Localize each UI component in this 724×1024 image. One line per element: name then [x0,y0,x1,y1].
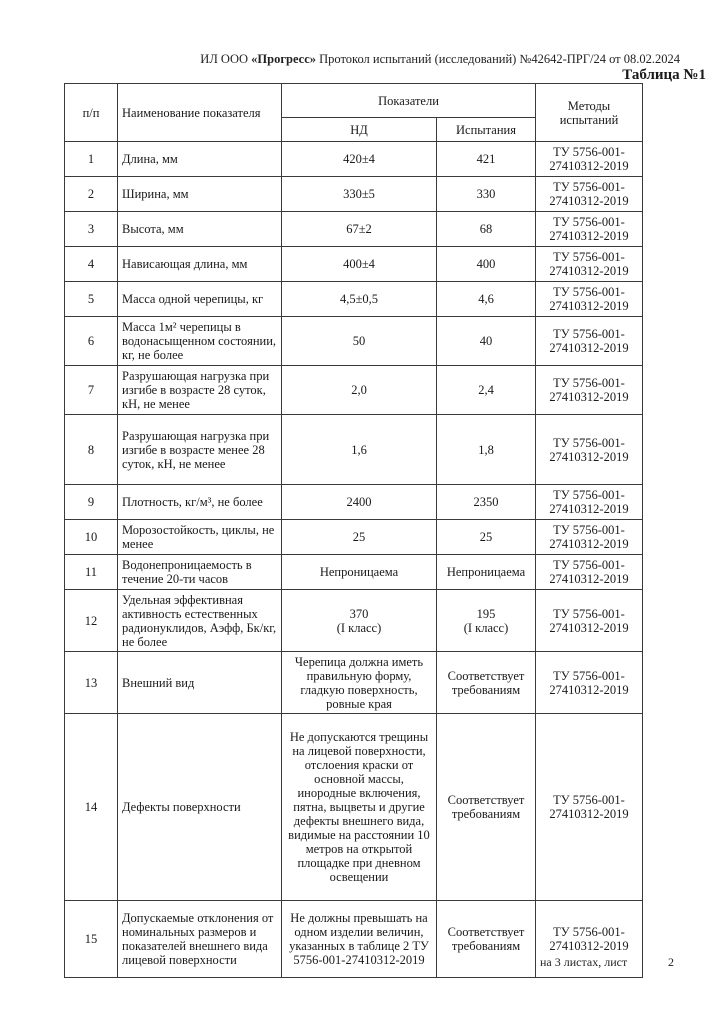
row-name: Высота, мм [118,212,282,247]
row-method: ТУ 5756-001-27410312-2019 [536,485,643,520]
row-num: 5 [65,282,118,317]
row-nd: Не допускаются трещины на лицевой поверхности, отслоения краски от основной массы, инородные включения, пятна, выцветы и другие дефекты внешнего вида, видимые на расстоянии 10 метров на открытой площадке при дневном освещении [282,714,437,901]
header-num: п/п [65,84,118,142]
row-test: 2350 [437,485,536,520]
row-num: 9 [65,485,118,520]
row-test: 1,8 [437,415,536,485]
row-num: 12 [65,590,118,652]
row-method: ТУ 5756-001-27410312-2019 [536,555,643,590]
row-num: 1 [65,142,118,177]
row-num: 2 [65,177,118,212]
row-method: ТУ 5756-001-27410312-2019 [536,652,643,714]
results-table [64,83,643,978]
row-test: Соответствует требованиям [437,714,536,901]
table-row [65,520,643,555]
row-name: Водонепроницаемость в течение 20-ти часов [118,555,282,590]
row-method: ТУ 5756-001-27410312-2019 [536,520,643,555]
row-method: ТУ 5756-001-27410312-2019 [536,590,643,652]
row-method: ТУ 5756-001-27410312-2019 [536,177,643,212]
row-num: 13 [65,652,118,714]
row-test: 40 [437,317,536,366]
row-nd: 2,0 [282,366,437,415]
row-test: 25 [437,520,536,555]
row-nd [282,590,437,652]
row-nd: 1,6 [282,415,437,485]
row-num: 6 [65,317,118,366]
row-method: ТУ 5756-001-27410312-2019 [536,366,643,415]
row-nd: 420±4 [282,142,437,177]
protocol-title: Протокол испытаний (исследований) №42642-ПРГ/24 от 08.02.2024 [319,52,680,66]
row-name: Удельная эффективная активность естественных радионуклидов, Аэфф, Бк/кг, не более [118,590,282,652]
table-header-row-top [65,84,643,118]
row-nd: 25 [282,520,437,555]
row-name: Дефекты поверхности [118,714,282,901]
table-row [65,652,643,714]
row-name: Морозостойкость, циклы, не менее [118,520,282,555]
header-indicators: Показатели [282,84,536,118]
row-nd-value: 370 [349,606,369,621]
table-row [65,142,643,177]
row-name: Внешний вид [118,652,282,714]
row-method: ТУ 5756-001-27410312-2019 [536,317,643,366]
row-method: ТУ 5756-001-27410312-2019 [536,901,643,978]
header-methods: Методы испытаний [536,84,643,142]
row-method: ТУ 5756-001-27410312-2019 [536,282,643,317]
row-nd: 67±2 [282,212,437,247]
row-method: ТУ 5756-001-27410312-2019 [536,714,643,901]
row-num: 8 [65,415,118,485]
row-num: 4 [65,247,118,282]
row-test: 400 [437,247,536,282]
row-method: ТУ 5756-001-27410312-2019 [536,142,643,177]
table-row [65,177,643,212]
row-name: Длина, мм [118,142,282,177]
row-nd: 4,5±0,5 [282,282,437,317]
table-row [65,366,643,415]
table-row [65,317,643,366]
row-test: 2,4 [437,366,536,415]
row-name: Разрушающая нагрузка при изгибе в возрасте менее 28 суток, кН, не менее [118,415,282,485]
row-nd: Черепица должна иметь правильную форму, гладкую поверхность, ровные края [282,652,437,714]
row-num: 7 [65,366,118,415]
row-method: ТУ 5756-001-27410312-2019 [536,415,643,485]
table-row [65,590,643,652]
table-row [65,415,643,485]
row-num: 15 [65,901,118,978]
table-row [65,485,643,520]
row-name: Плотность, кг/м³, не более [118,485,282,520]
row-nd: Не должны превышать на одном изделии величин, указанных в таблице 2 ТУ 5756-001-27410312-2019 [282,901,437,978]
header-name: Наименование показателя [118,84,282,142]
header-test: Испытания [437,118,536,142]
table-row [65,282,643,317]
row-test-class: (I класс) [463,620,509,635]
row-test: Непроницаема [437,555,536,590]
organization-name: «Прогресс» [251,52,316,66]
row-method: ТУ 5756-001-27410312-2019 [536,247,643,282]
row-test: 421 [437,142,536,177]
row-num: 14 [65,714,118,901]
row-num: 3 [65,212,118,247]
lab-prefix: ИЛ ООО [200,52,249,66]
row-name: Разрушающая нагрузка при изгибе в возрасте 28 суток, кН, не менее [118,366,282,415]
row-name: Допускаемые отклонения от номинальных размеров и показателей внешнего вида лицевой поверхности [118,901,282,978]
row-test: 68 [437,212,536,247]
row-nd-class: (I класс) [336,620,382,635]
row-test [437,590,536,652]
row-nd: 2400 [282,485,437,520]
table-row [65,247,643,282]
table-row [65,714,643,901]
row-name: Ширина, мм [118,177,282,212]
row-method: ТУ 5756-001-27410312-2019 [536,212,643,247]
table-row [65,555,643,590]
header-nd: НД [282,118,437,142]
table-title: Таблица №1 [622,67,706,83]
row-test: Соответствует требованиям [437,652,536,714]
document-header [0,52,680,67]
row-num: 10 [65,520,118,555]
row-test: 4,6 [437,282,536,317]
row-name: Масса 1м² черепицы в водонасыщенном состоянии, кг, не более [118,317,282,366]
row-test-value: 195 [476,606,496,621]
row-test: 330 [437,177,536,212]
row-name: Масса одной черепицы, кг [118,282,282,317]
row-nd: Непроницаема [282,555,437,590]
row-name: Нависающая длина, мм [118,247,282,282]
row-nd: 50 [282,317,437,366]
row-num: 11 [65,555,118,590]
row-nd: 330±5 [282,177,437,212]
page-number: 2 [668,955,674,969]
table-row [65,212,643,247]
sheets-info: на 3 листах, лист [540,955,628,969]
row-nd: 400±4 [282,247,437,282]
row-test: Соответствует требованиям [437,901,536,978]
